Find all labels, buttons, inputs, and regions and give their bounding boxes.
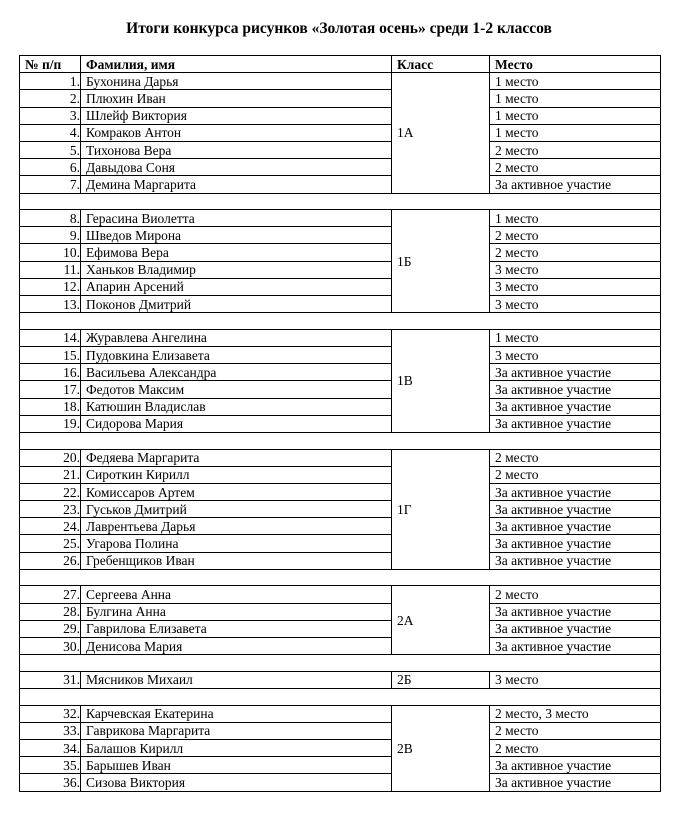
row-number: 31.: [20, 671, 81, 688]
place-cell: 2 место: [490, 141, 661, 158]
results-body: [20, 73, 661, 791]
row-number: 9.: [20, 227, 81, 244]
row-number: 35.: [20, 757, 81, 774]
student-name: Угарова Полина: [81, 535, 392, 552]
student-name: Сироткин Кирилл: [81, 466, 392, 483]
place-cell: За активное участие: [490, 381, 661, 398]
row-number: 15.: [20, 347, 81, 364]
spacer-cell: [20, 569, 661, 586]
table-row: [20, 603, 661, 620]
row-number: 18.: [20, 398, 81, 415]
table-row: [20, 398, 661, 415]
document-title: Итоги конкурса рисунков «Золотая осень» среди 1-2 классов: [126, 20, 552, 37]
place-cell: 3 место: [490, 278, 661, 295]
student-name: Барышев Иван: [81, 757, 392, 774]
header-num: № п/п: [20, 56, 81, 73]
place-cell: За активное участие: [490, 483, 661, 500]
student-name: Апарин Арсений: [81, 278, 392, 295]
table-row: [20, 347, 661, 364]
header-name: Фамилия, имя: [81, 56, 392, 73]
table-row: [20, 483, 661, 500]
row-number: 13.: [20, 296, 81, 313]
row-number: 10.: [20, 244, 81, 261]
place-cell: За активное участие: [490, 518, 661, 535]
table-row: [20, 586, 661, 603]
student-name: Лаврентьева Дарья: [81, 518, 392, 535]
row-number: 22.: [20, 483, 81, 500]
row-number: 29.: [20, 620, 81, 637]
row-number: 30.: [20, 638, 81, 655]
place-cell: 2 место: [490, 449, 661, 466]
place-cell: За активное участие: [490, 774, 661, 791]
row-number: 11.: [20, 261, 81, 278]
table-row: [20, 449, 661, 466]
spacer-cell: [20, 193, 661, 210]
table-row: [20, 638, 661, 655]
place-cell: 2 место: [490, 586, 661, 603]
place-cell: За активное участие: [490, 398, 661, 415]
student-name: Гуськов Дмитрий: [81, 501, 392, 518]
place-cell: За активное участие: [490, 638, 661, 655]
table-row: [20, 90, 661, 107]
table-row: [20, 107, 661, 124]
row-number: 25.: [20, 535, 81, 552]
header-place: Место: [490, 56, 661, 73]
table-row: [20, 227, 661, 244]
row-number: 3.: [20, 107, 81, 124]
place-cell: За активное участие: [490, 757, 661, 774]
table-row: [20, 210, 661, 227]
group-spacer-row: [20, 432, 661, 449]
student-name: Денисова Мария: [81, 638, 392, 655]
table-row: [20, 671, 661, 688]
row-number: 14.: [20, 329, 81, 346]
place-cell: 3 место: [490, 671, 661, 688]
spacer-cell: [20, 432, 661, 449]
table-row: [20, 141, 661, 158]
row-number: 26.: [20, 552, 81, 569]
student-name: Шведов Мирона: [81, 227, 392, 244]
student-name: Сергеева Анна: [81, 586, 392, 603]
place-cell: 2 место: [490, 159, 661, 176]
row-number: 27.: [20, 586, 81, 603]
place-cell: За активное участие: [490, 535, 661, 552]
table-row: [20, 364, 661, 381]
results-table: [19, 55, 661, 792]
table-row: [20, 757, 661, 774]
row-number: 34.: [20, 739, 81, 756]
place-cell: 2 место: [490, 244, 661, 261]
table-row: [20, 296, 661, 313]
row-number: 19.: [20, 415, 81, 432]
table-row: [20, 124, 661, 141]
place-cell: 1 место: [490, 210, 661, 227]
row-number: 28.: [20, 603, 81, 620]
place-cell: За активное участие: [490, 552, 661, 569]
class-cell: 2Б: [392, 671, 490, 688]
class-cell: 1В: [392, 329, 490, 432]
student-name: Гаврикова Маргарита: [81, 722, 392, 739]
place-cell: За активное участие: [490, 501, 661, 518]
header-row: [20, 56, 661, 73]
table-row: [20, 329, 661, 346]
table-row: [20, 722, 661, 739]
spacer-cell: [20, 688, 661, 705]
student-name: Васильева Александра: [81, 364, 392, 381]
table-row: [20, 552, 661, 569]
row-number: 8.: [20, 210, 81, 227]
place-cell: 2 место: [490, 722, 661, 739]
place-cell: 3 место: [490, 296, 661, 313]
row-number: 24.: [20, 518, 81, 535]
student-name: Тихонова Вера: [81, 141, 392, 158]
row-number: 33.: [20, 722, 81, 739]
place-cell: 1 место: [490, 90, 661, 107]
student-name: Герасина Виолетта: [81, 210, 392, 227]
student-name: Давыдова Соня: [81, 159, 392, 176]
spacer-cell: [20, 655, 661, 672]
row-number: 4.: [20, 124, 81, 141]
student-name: Поконов Дмитрий: [81, 296, 392, 313]
table-row: [20, 705, 661, 722]
table-row: [20, 244, 661, 261]
class-cell: 1Б: [392, 210, 490, 313]
place-cell: 2 место: [490, 466, 661, 483]
place-cell: 2 место, 3 место: [490, 705, 661, 722]
row-number: 6.: [20, 159, 81, 176]
student-name: Федяева Маргарита: [81, 449, 392, 466]
table-row: [20, 261, 661, 278]
place-cell: За активное участие: [490, 176, 661, 193]
table-row: [20, 278, 661, 295]
place-cell: 2 место: [490, 227, 661, 244]
place-cell: За активное участие: [490, 364, 661, 381]
table-row: [20, 73, 661, 90]
student-name: Ханьков Владимир: [81, 261, 392, 278]
class-cell: 1А: [392, 73, 490, 193]
student-name: Ефимова Вера: [81, 244, 392, 261]
row-number: 32.: [20, 705, 81, 722]
table-row: [20, 739, 661, 756]
student-name: Балашов Кирилл: [81, 739, 392, 756]
student-name: Комиссаров Артем: [81, 483, 392, 500]
student-name: Плюхин Иван: [81, 90, 392, 107]
header-class: Класс: [392, 56, 490, 73]
class-cell: 2В: [392, 705, 490, 791]
table-row: [20, 535, 661, 552]
place-cell: За активное участие: [490, 415, 661, 432]
place-cell: 2 место: [490, 739, 661, 756]
table-row: [20, 415, 661, 432]
row-number: 7.: [20, 176, 81, 193]
row-number: 20.: [20, 449, 81, 466]
row-number: 17.: [20, 381, 81, 398]
row-number: 5.: [20, 141, 81, 158]
student-name: Булгина Анна: [81, 603, 392, 620]
student-name: Комраков Антон: [81, 124, 392, 141]
class-cell: 2А: [392, 586, 490, 655]
student-name: Демина Маргарита: [81, 176, 392, 193]
student-name: Шлейф Виктория: [81, 107, 392, 124]
student-name: Федотов Максим: [81, 381, 392, 398]
group-spacer-row: [20, 313, 661, 330]
place-cell: За активное участие: [490, 603, 661, 620]
table-row: [20, 381, 661, 398]
student-name: Гребенщиков Иван: [81, 552, 392, 569]
place-cell: 1 место: [490, 73, 661, 90]
place-cell: 3 место: [490, 347, 661, 364]
class-cell: 1Г: [392, 449, 490, 569]
table-row: [20, 466, 661, 483]
student-name: Карчевская Екатерина: [81, 705, 392, 722]
student-name: Сидорова Мария: [81, 415, 392, 432]
row-number: 21.: [20, 466, 81, 483]
student-name: Сизова Виктория: [81, 774, 392, 791]
group-spacer-row: [20, 193, 661, 210]
place-cell: 1 место: [490, 107, 661, 124]
student-name: Журавлева Ангелина: [81, 329, 392, 346]
group-spacer-row: [20, 688, 661, 705]
row-number: 2.: [20, 90, 81, 107]
student-name: Пудовкина Елизавета: [81, 347, 392, 364]
group-spacer-row: [20, 569, 661, 586]
row-number: 16.: [20, 364, 81, 381]
table-row: [20, 176, 661, 193]
row-number: 1.: [20, 73, 81, 90]
spacer-cell: [20, 313, 661, 330]
group-spacer-row: [20, 655, 661, 672]
student-name: Катюшин Владислав: [81, 398, 392, 415]
place-cell: 1 место: [490, 329, 661, 346]
table-row: [20, 774, 661, 791]
table-row: [20, 518, 661, 535]
table-row: [20, 501, 661, 518]
student-name: Мясников Михаил: [81, 671, 392, 688]
place-cell: 3 место: [490, 261, 661, 278]
row-number: 36.: [20, 774, 81, 791]
student-name: Гаврилова Елизавета: [81, 620, 392, 637]
student-name: Бухонина Дарья: [81, 73, 392, 90]
row-number: 12.: [20, 278, 81, 295]
row-number: 23.: [20, 501, 81, 518]
table-row: [20, 159, 661, 176]
place-cell: За активное участие: [490, 620, 661, 637]
place-cell: 1 место: [490, 124, 661, 141]
table-row: [20, 620, 661, 637]
